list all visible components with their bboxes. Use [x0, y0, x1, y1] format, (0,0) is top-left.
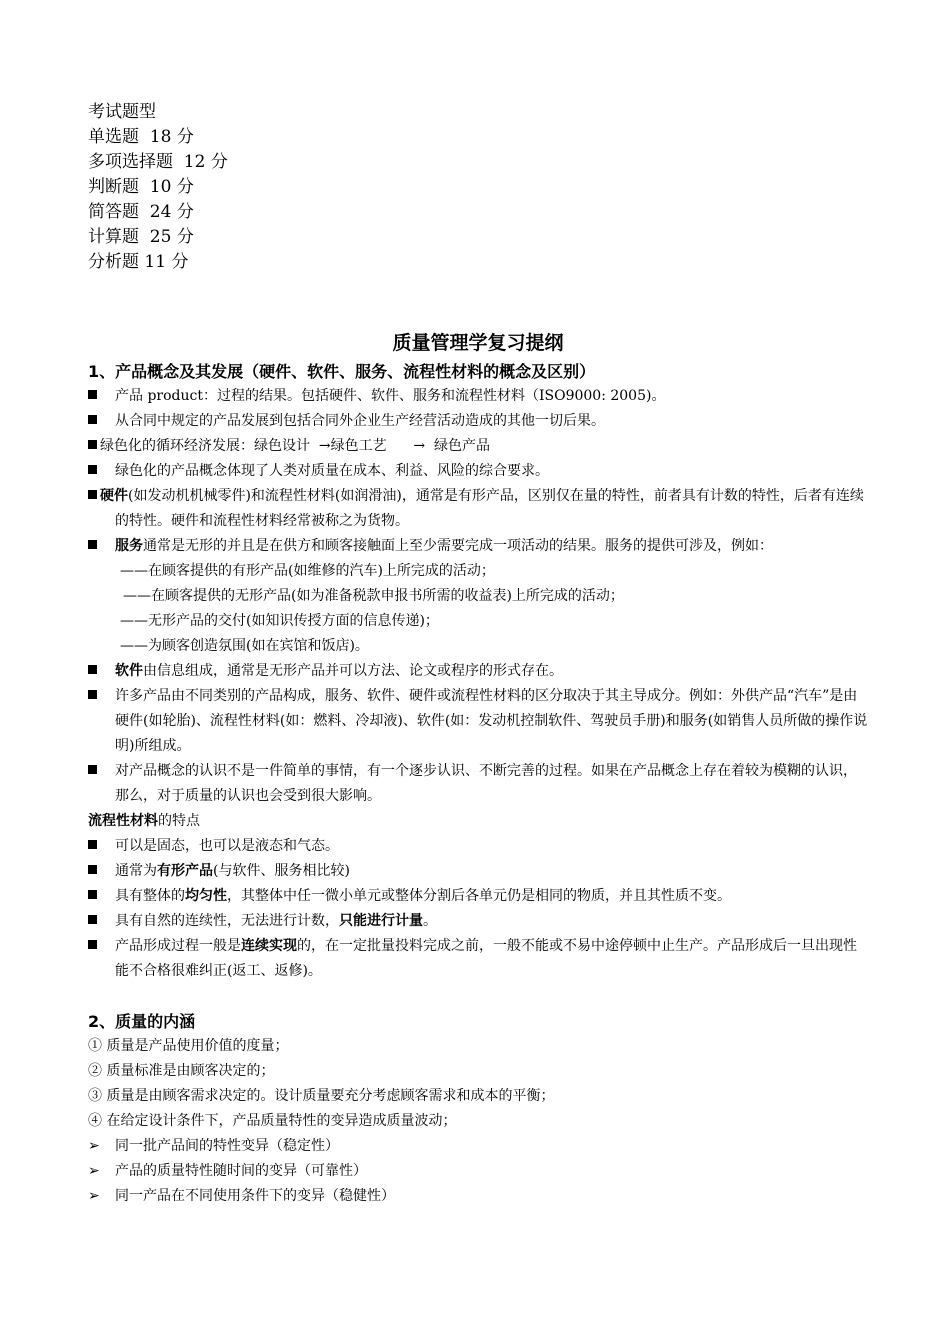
dash-item: ——在顾客提供的无形产品(如为准备税款申报书所需的收益表)上所完成的活动； [123, 588, 624, 604]
square-bullet-icon [88, 859, 110, 884]
arrowhead-bullet-icon: ➢ [88, 1138, 100, 1154]
list-item: 具有自然的连续性，无法进行计数，只能进行计量。 [88, 909, 868, 934]
exam-item: 判断题 10 分 [88, 177, 194, 197]
exam-heading: 考试题型 [88, 102, 156, 122]
exam-types [88, 100, 868, 275]
section-heading-1: 1、产品概念及其发展（硬件、软件、服务、流程性材料的概念及区别） [88, 362, 596, 381]
list-item: 许多产品由不同类别的产品构成，服务、软件、硬件或流程性材料的区分取决于其主导成分。例如：外供产品“汽车”是由硬件(如轮胎)、流程性材料(如：燃料、冷却液)、软件(如：发动机控制软件、驾驶员手册)和服务(如销售人员所做的操作说明)所组成。 [88, 684, 868, 759]
dash-item: ——在顾客提供的有形产品(如维修的汽车)上所完成的活动； [120, 563, 495, 579]
list-item: 具有整体的均匀性，其整体中任一微小单元或整体分割后各单元仍是相同的物质，并且其性质不变。 [88, 884, 868, 909]
list-item: 对产品概念的认识不是一件简单的事情，有一个逐步认识、不断完善的过程。如果在产品概念上存在着较为模糊的认识，那么，对于质量的认识也会受到很大影响。 [88, 759, 868, 809]
list-item: 服务通常是无形的并且是在供方和顾客接触面上至少需要完成一项活动的结果。服务的提供可涉及，例如： [88, 534, 868, 559]
exam-item: 单选题 18 分 [88, 127, 194, 147]
square-bullet-icon [88, 384, 110, 409]
numbered-item: ① 质量是产品使用价值的度量； [88, 1038, 289, 1054]
square-bullet-icon [88, 459, 110, 484]
page-title: 质量管理学复习提纲 [392, 332, 564, 354]
list-item: 绿色化的产品概念体现了人类对质量在成本、利益、风险的综合要求。 [88, 459, 868, 484]
arrowhead-bullet-icon: ➢ [88, 1163, 100, 1179]
exam-item: 简答题 24 分 [88, 202, 194, 222]
list-item: 通常为有形产品(与软件、服务相比较) [88, 859, 868, 884]
square-bullet-icon [88, 934, 110, 959]
list-item: 硬件(如发动机机械零件)和流程性材料(如润滑油)，通常是有形产品，区别仅在量的特性，前者具有计数的特性，后者有连续的特性。硬件和流程性材料经常被称之为货物。 [88, 484, 868, 534]
square-bullet-icon [88, 834, 110, 859]
exam-item: 计算题 25 分 [88, 227, 194, 247]
square-bullet-icon [88, 884, 110, 909]
term-hardware: 硬件 [100, 488, 128, 504]
numbered-item: ④ 在给定设计条件下，产品质量特性的变异造成质量波动； [88, 1113, 457, 1129]
subheading: 流程性材料的特点 [88, 813, 200, 829]
list-item: 绿色化的循环经济发展：绿色设计 →绿色工艺 → 绿色产品 [88, 434, 868, 459]
spacer [88, 984, 868, 1009]
document-page [88, 100, 868, 1209]
square-bullet-icon [88, 484, 100, 509]
square-bullet-icon [88, 759, 110, 784]
exam-item: 多项选择题 12 分 [88, 152, 228, 172]
list-item: 软件由信息组成，通常是无形产品并可以方法、论文或程序的形式存在。 [88, 659, 868, 684]
numbered-item: ② 质量标准是由顾客决定的； [88, 1063, 275, 1079]
list-item: 可以是固态，也可以是液态和气态。 [88, 834, 868, 859]
list-item: ➢ 产品的质量特性随时间的变异（可靠性） [88, 1159, 868, 1184]
square-bullet-icon [88, 684, 110, 709]
arrowhead-bullet-icon: ➢ [88, 1188, 100, 1204]
section-heading-2: 2、质量的内涵 [88, 1012, 196, 1031]
list-item: 产品 product：过程的结果。包括硬件、软件、服务和流程性材料（ISO9000: 2005)。 [88, 384, 868, 409]
list-item: ➢ 同一产品在不同使用条件下的变异（稳健性） [88, 1184, 868, 1209]
square-bullet-icon [88, 534, 110, 559]
numbered-item: ③ 质量是由顾客需求决定的。设计质量要充分考虑顾客需求和成本的平衡； [88, 1088, 555, 1104]
list-item: ➢ 同一批产品间的特性变异（稳定性） [88, 1134, 868, 1159]
list-item: 从合同中规定的产品发展到包括合同外企业生产经营活动造成的其他一切后果。 [88, 409, 868, 434]
square-bullet-icon [88, 659, 110, 684]
dash-item: ——无形产品的交付(如知识传授方面的信息传递)； [120, 613, 439, 629]
term-service: 服务 [115, 538, 143, 554]
square-bullet-icon [88, 409, 110, 434]
exam-item: 分析题 11 分 [88, 252, 189, 272]
square-bullet-icon [88, 434, 110, 459]
dash-item: ——为顾客创造氛围(如在宾馆和饭店)。 [120, 638, 369, 654]
list-item: 产品形成过程一般是连续实现的，在一定批量投料完成之前，一般不能或不易中途停顿中止生产。产品形成后一旦出现性能不合格很难纠正(返工、返修)。 [88, 934, 868, 984]
term-software: 软件 [115, 663, 143, 679]
square-bullet-icon [88, 909, 110, 934]
